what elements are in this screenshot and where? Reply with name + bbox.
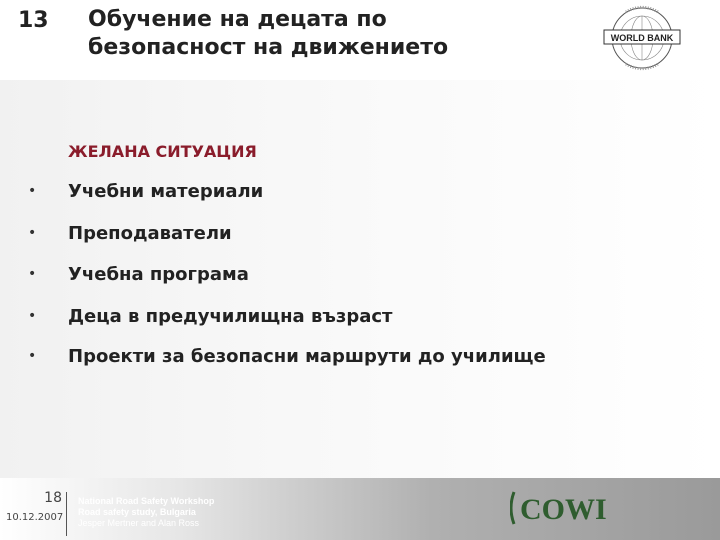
bullet-text: Деца в предучилищна възраст	[68, 306, 393, 327]
slide-title	[88, 6, 558, 62]
footer-workshop: National Road Safety Workshop	[78, 496, 215, 506]
footer-info	[78, 496, 214, 529]
bullet-icon: •	[28, 348, 37, 364]
slide-title-line-1: Обучение на децата по	[88, 7, 387, 32]
footer-date: 10.12.2007	[6, 512, 64, 523]
bullet-text: Учебна програма	[68, 264, 249, 285]
bullet-icon: •	[28, 183, 37, 199]
footer-study: Road safety study, Bulgaria	[78, 507, 196, 517]
cowi-logo-text: COWI	[520, 493, 607, 526]
world-bank-logo-text: WORLD BANK	[610, 33, 674, 43]
section-heading: ЖЕЛАНА СИТУАЦИЯ	[68, 142, 257, 161]
bullet-text: Учебни материали	[68, 181, 264, 202]
footer-divider	[66, 492, 67, 536]
slide-footer	[0, 478, 720, 540]
bullet-icon: •	[28, 266, 37, 282]
world-bank-logo	[596, 4, 688, 72]
cowi-logo	[510, 488, 610, 528]
slide-header	[0, 0, 720, 80]
bullet-icon: •	[28, 225, 37, 241]
slide-title-line-2: безопасност на движението	[88, 35, 449, 60]
footer-page-number: 18	[44, 490, 62, 506]
footer-authors: Jesper Mertner and Alan Ross	[78, 518, 200, 528]
bullet-icon: •	[28, 308, 37, 324]
bullet-text: Преподаватели	[68, 223, 232, 244]
bullet-text: Проекти за безопасни маршрути до училище	[68, 346, 546, 367]
slide-number: 13	[18, 8, 49, 33]
